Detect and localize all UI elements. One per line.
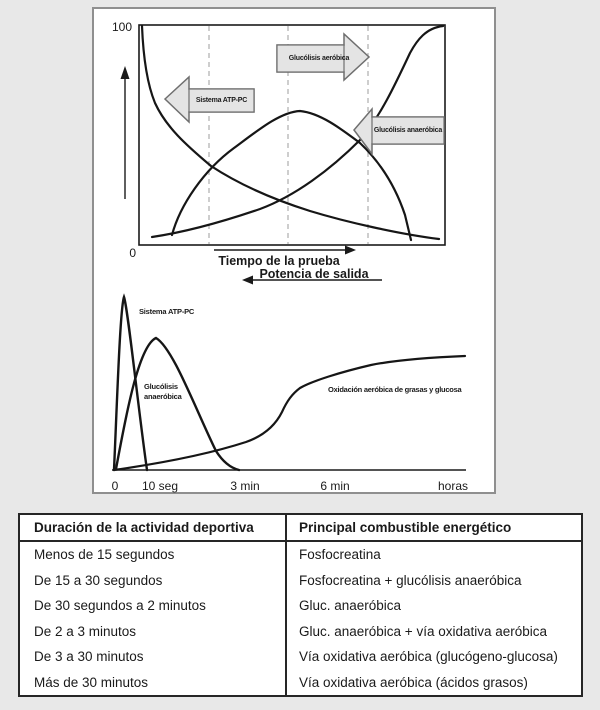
curve-aerobic-oxidation bbox=[114, 356, 465, 470]
figure-canvas bbox=[94, 9, 494, 492]
table-row bbox=[19, 593, 582, 618]
table-row bbox=[19, 644, 582, 669]
arrow-label-glucolisis-anaerobica: Glucólisis anaeróbica bbox=[373, 127, 443, 134]
cell-fuel: Vía oxidativa aeróbica (glucógeno-glucosa) bbox=[286, 644, 582, 669]
cell-duration: De 15 a 30 segundos bbox=[34, 573, 163, 589]
cell-fuel: Fosfocreatina + glucólisis anaeróbica bbox=[286, 568, 582, 593]
table-row bbox=[19, 669, 582, 696]
bottom-tick-10seg: 10 seg bbox=[141, 479, 179, 493]
arrow-label-sistema-atp-pc: Sistema ATP-PC bbox=[195, 97, 248, 104]
curve-atp-pc-spike bbox=[114, 297, 147, 470]
cell-duration: De 30 segundos a 2 minutos bbox=[34, 598, 206, 614]
cell-fuel: Gluc. anaeróbica + vía oxidativa aeróbica bbox=[286, 618, 582, 643]
table-row bbox=[19, 568, 582, 593]
cell-fuel: Fosfocreatina bbox=[286, 541, 582, 568]
bottom-label-atp-pc: Sistema ATP-PC bbox=[139, 307, 195, 316]
cell-duration: Menos de 15 segundos bbox=[34, 547, 175, 563]
cell-duration: De 3 a 30 minutos bbox=[34, 648, 144, 664]
top-chart-ymax-label: 100 bbox=[111, 20, 132, 34]
x-axis-label-tiempo: Tiempo de la prueba bbox=[218, 254, 340, 268]
y-axis-arrow bbox=[121, 66, 130, 199]
bottom-label-oxidacion: Oxidación aeróbica de grasas y glucosa bbox=[328, 385, 462, 394]
bottom-tick-0: 0 bbox=[111, 479, 119, 493]
table-header-row bbox=[19, 514, 582, 541]
table-header-combustible: Principal combustible energético bbox=[286, 514, 582, 541]
cell-fuel: Vía oxidativa aeróbica (ácidos grasos) bbox=[286, 669, 582, 696]
table-row bbox=[19, 541, 582, 568]
table-header-duracion: Duración de la actividad deportiva bbox=[19, 514, 286, 541]
energy-fuel-table bbox=[18, 513, 583, 697]
bottom-tick-horas: horas bbox=[437, 479, 469, 493]
arrow-label-glucolisis-aerobica: Glucólisis aeróbica bbox=[288, 55, 350, 62]
cell-fuel: Gluc. anaeróbica bbox=[286, 593, 582, 618]
x-axis-label-potencia: Potencia de salida bbox=[259, 267, 369, 281]
time-arrow-head bbox=[345, 246, 356, 255]
cell-duration: De 2 a 3 minutos bbox=[34, 623, 137, 639]
bottom-label-anaerobica: Glucólisis anaeróbica bbox=[144, 382, 182, 401]
power-arrow-head bbox=[242, 276, 253, 285]
cell-duration: Más de 30 minutos bbox=[34, 674, 149, 690]
bottom-tick-3min: 3 min bbox=[230, 479, 260, 493]
top-chart-ymin-label: 0 bbox=[129, 246, 136, 260]
bottom-tick-6min: 6 min bbox=[320, 479, 350, 493]
figure-panel bbox=[92, 7, 496, 494]
table-row bbox=[19, 618, 582, 643]
